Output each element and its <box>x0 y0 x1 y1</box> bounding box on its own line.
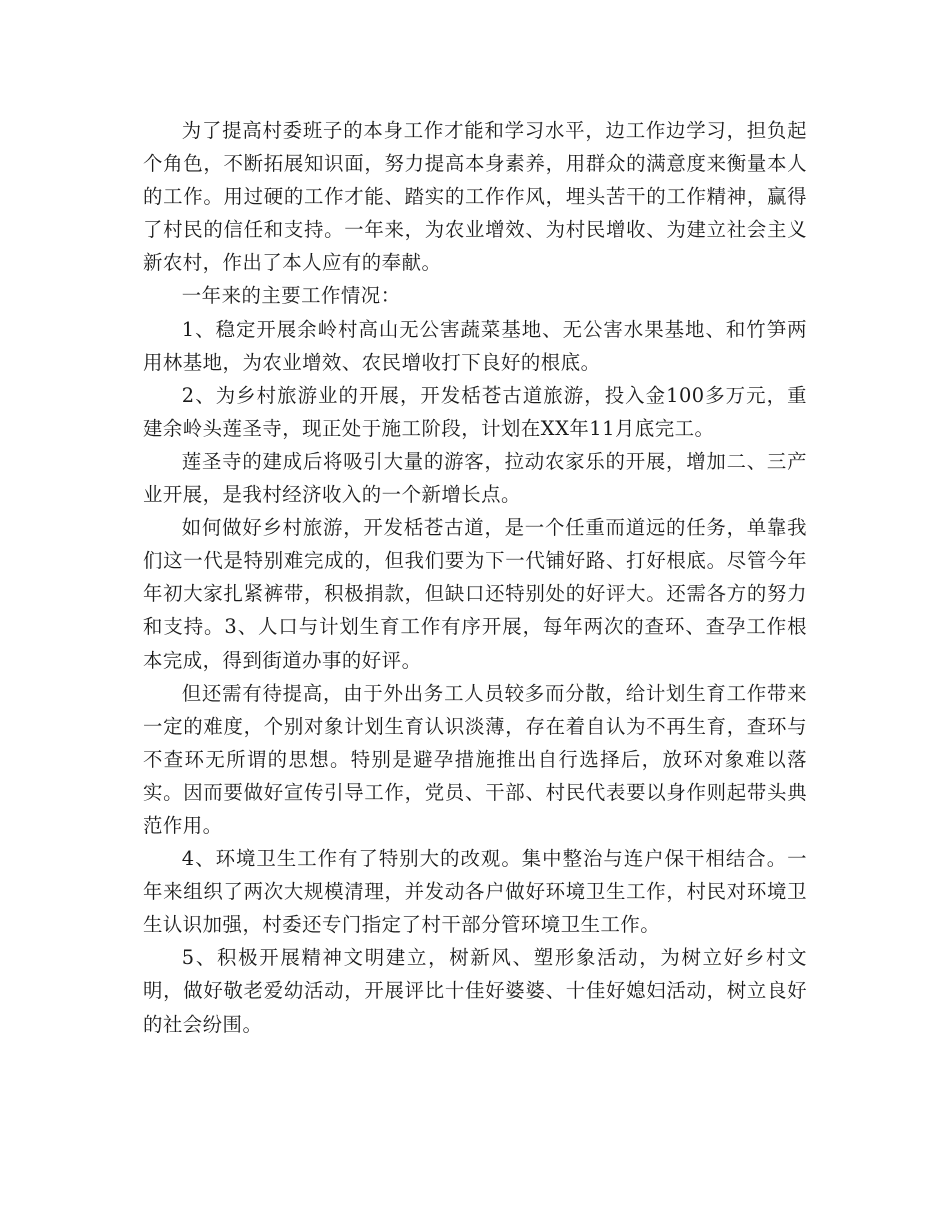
paragraph: 但还需有待提高，由于外出务工人员较多而分散，给计划生育工作带来一定的难度，个别对象计划生育认识淡薄，存在着自认为不再生育，查环与不查环无所谓的思想。特别是避孕措施推出自行选择后，放环对象难以落实。因而要做好宣传引导工作，党员、干部、村民代表要以身作则起带头典范作用。 <box>143 681 807 837</box>
paragraph: 为了提高村委班子的本身工作才能和学习水平，边工作边学习，担负起个角色，不断拓展知识面，努力提高本身素养，用群众的满意度来衡量本人的工作。用过硬的工作才能、踏实的工作作风，埋头苦干的工作精神，赢得了村民的信任和支持。一年来，为农业增效、为村民增收、为建立社会主义新农村，作出了本人应有的奉献。 <box>143 119 807 275</box>
paragraph: 1、稳定开展余岭村高山无公害蔬菜基地、无公害水果基地、和竹笋两用林基地，为农业增效、农民增收打下良好的根底。 <box>143 317 807 374</box>
paragraph: 4、环境卫生工作有了特别大的改观。集中整治与连户保干相结合。一年来组织了两次大规模清理，并发动各户做好环境卫生工作，村民对环境卫生认识加强，村委还专门指定了村干部分管环境卫生工作。 <box>143 847 807 937</box>
paragraph: 5、积极开展精神文明建立，树新风、塑形象活动，为树立好乡村文明，做好敬老爱幼活动，开展评比十佳好婆婆、十佳好媳妇活动，树立良好的社会纷围。 <box>143 946 807 1036</box>
paragraph: 莲圣寺的建成后将吸引大量的游客，拉动农家乐的开展，增加二、三产业开展，是我村经济收入的一个新增长点。 <box>143 449 807 507</box>
paragraph: 一年来的主要工作情况： <box>181 284 401 308</box>
paragraph: 如何做好乡村旅游，开发栝苍古道，是一个任重而道远的任务，单靠我们这一代是特别难完成的，但我们要为下一代铺好路、打好根底。尽管今年年初大家扎紧裤带，积极捐款，但缺口还特别处的好评大。还需各方的努力和支持。3、人口与计划生育工作有序开展，每年两次的查环、查孕工作根本完成，得到街道办事的好评。 <box>143 516 807 672</box>
paragraph: 2、为乡村旅游业的开展，开发栝苍古道旅游，投入金100多万元，重建余岭头莲圣寺，现正处于施工阶段，计划在XX年11月底完工。 <box>143 383 807 440</box>
document-body <box>143 114 807 1041</box>
